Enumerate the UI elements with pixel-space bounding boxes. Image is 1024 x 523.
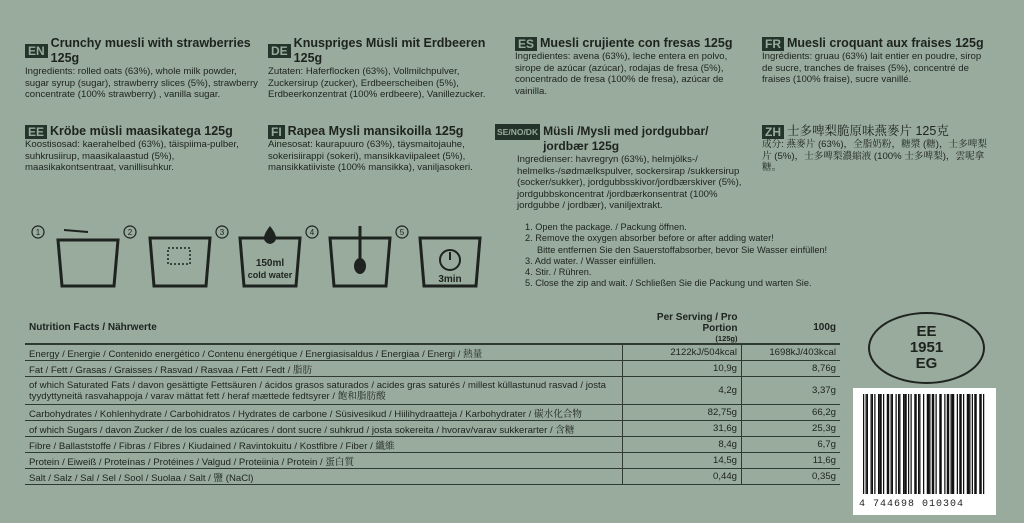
lang-ingredients: Ingrédients: gruau (63%) lait entier en poudre, sirop de sucre, tranches de fraises (5%), concentré de fraises (100% fraise), sucre vanillé. <box>762 51 982 86</box>
lang-badge: FR <box>762 37 784 51</box>
lang-ingredients: Koostisosad: kaerahelbed (63%), täispiima-pulber, suhkrusiirup, maasikalaastud (5%), maasikakontsentraat, vanillisuhkur. <box>25 139 239 174</box>
step-number: 3 <box>219 228 225 237</box>
lang-title: Rapea Mysli mansikoilla 125g <box>287 124 464 138</box>
stamp-suffix: EG <box>915 355 938 372</box>
per-100g-header: 100g <box>742 312 841 344</box>
lang-title: Muesli crujiente con fresas 125g <box>540 36 733 50</box>
preparation-steps <box>30 218 510 298</box>
health-mark-stamp <box>868 312 985 384</box>
lang-badge: EE <box>25 125 47 139</box>
lang-ingredients: Ainesosat: kaurapuuro (63%), täysmaitojauhe, sokerisiirappi (sokeri), mansikkaviipaleet (5%), mansikkatiiviste (100% mansikka), vaniljasokeri. <box>268 139 473 174</box>
barcode-number: 4 744698 010304 <box>859 499 965 510</box>
nutrition-row: of which Sugars / davon Zucker / de los cuales azúcares / dont sucre / suhkrud / josta sokereita / hvorav/varav sukkerarter / 含糖 31,6g 25,3g <box>25 421 840 437</box>
water-amount: 150ml <box>255 258 285 269</box>
lang-ingredients: Ingredienser: havregryn (63%), helmjölks-/ helmelks-/sødmælkspulver, sockersirap /sukkersirup (socker/sukker), jordgubbsskivor/jordbærskiver (5%), jordgubbskoncentrat /jordbærkonsentrat (100% jordgubbe / jordbær), vaniljextrakt. <box>517 154 742 212</box>
nutrition-row: Salt / Salz / Sal / Sel / Sool / Suolaa / Salt / 鹽 (NaCl) 0,44g 0,35g <box>25 469 840 485</box>
lang-ingredients: Zutaten: Haferflocken (63%), Vollmilchpulver, Zuckersirup (zucker), Erdbeerscheiben (5%), Erdbeerkonzentrat (100% erdbeere), Vanillezucker. <box>268 66 486 101</box>
lang-badge: EN <box>25 44 48 58</box>
step-number: 5 <box>399 228 405 237</box>
barcode <box>853 388 996 515</box>
lang-block-zh <box>762 124 987 174</box>
lang-title: 士多啤梨脆原味燕麥片 125克 <box>787 124 949 138</box>
lang-title: Müsli /Mysli med jordgubbar/ jordbær 125g <box>543 124 709 153</box>
lang-badge: ZH <box>762 125 784 139</box>
instruction-line: Bitte entfernen Sie den Sauerstoffabsorber, bevor Sie Wasser einfüllen! <box>537 244 828 255</box>
nutrition-row: Fat / Fett / Grasas / Graisses / Rasvad / Rasvaa / Fett / Fedt / 脂肪 10,9g 8,76g <box>25 361 840 377</box>
lang-title: Muesli croquant aux fraises 125g <box>787 36 984 50</box>
lang-block-de <box>268 36 503 101</box>
instruction-line: 5. Close the zip and wait. / Schließen Sie die Packung und warten Sie. <box>525 278 812 289</box>
instructions <box>525 222 845 290</box>
stamp-country: EE <box>916 323 937 340</box>
step-number: 1 <box>35 228 41 237</box>
instruction-line: 3. Add water. / Wasser einfüllen. <box>525 255 656 266</box>
lang-badge: FI <box>268 125 285 139</box>
lang-title: Knuspriges Müsli mit Erdbeeren 125g <box>293 36 486 65</box>
nutrition-row: Fibre / Ballaststoffe / Fibras / Fibres / Kiudained / Ravintokuitu / Kostfibre / Fiber / 纖維 8,4g 6,7g <box>25 437 840 453</box>
water-label: cold water <box>247 270 293 280</box>
stamp-number: 1951 <box>909 339 944 356</box>
wait-time: 3min <box>438 274 462 285</box>
step-number: 2 <box>127 228 133 237</box>
instruction-line: 4. Stir. / Rühren. <box>525 267 592 278</box>
steps-illustration <box>30 218 510 298</box>
lang-title: Kröbe müsli maasikatega 125g <box>50 124 233 138</box>
pouch-absorber-icon <box>150 238 210 286</box>
nutrition-row: of which Saturated Fats / davon gesättigte Fettsäuren / ácidos grasos saturados / acides gras saturés / millest küllastunud rasvad / josta tyydyttyneitä rasvahappoja / varav mättat fett / heraf mættede fedtsyrer / 飽和脂肪酸 4,2g 3,37g <box>25 377 840 405</box>
nutrition-row: Carbohydrates / Kohlenhydrate / Carbohidratos / Hydrates de carbone / Süsivesikud / Hiilihydraatteja / Karbohydrater / 碳水化合物 82,75g 66,2g <box>25 405 840 421</box>
lang-block-fi <box>268 124 503 174</box>
instruction-line: 1. Open the package. / Packung öffnen. <box>525 222 687 232</box>
nutrition-title: Nutrition Facts / Nährwerte <box>25 312 623 344</box>
instruction-line: 2. Remove the oxygen absorber before or after adding water! <box>525 233 774 244</box>
nutrition-header-row <box>25 312 840 344</box>
nutrition-table <box>25 312 840 485</box>
pouch-open-icon <box>58 240 118 286</box>
nutrition-row: Protein / Eiweiß / Proteínas / Protéines / Valgud / Proteiinia / Protein / 蛋白質 14,5g 11,6g <box>25 453 840 469</box>
lang-block-en <box>25 36 260 101</box>
lang-badge: SE/NO/DK <box>495 124 540 140</box>
lang-block-ee <box>25 124 250 174</box>
lang-block-fr <box>762 36 987 86</box>
lang-title: Crunchy muesli with strawberries 125g <box>50 36 251 65</box>
lang-ingredients: 成分: 燕麥片 (63%)，全脂奶粉，糖漿 (糖)，士多啤梨片 (5%)，士多啤梨濃縮液 (100% 士多啤梨)，雲呢拿糖。 <box>762 139 987 174</box>
lang-block-se-no-dk <box>495 124 745 212</box>
per-serving-header: Per Serving / Pro Portion (125g) <box>623 312 742 344</box>
lang-ingredients: Ingredients: rolled oats (63%), whole milk powder, sugar syrup (sugar), strawberry slices (5%), strawberry concentrate (100% strawberry) , vanilla sugar. <box>25 66 258 101</box>
lang-ingredients: Ingredientes: avena (63%), leche entera en polvo, sirope de azúcar (azúcar), rodajas de fresa (5%), concentrado de fresa (100% de fresa), azúcar de vainilla. <box>515 51 728 97</box>
nutrition-row: Energy / Energie / Contenido energético / Contenu énergétique / Energiasisaldus / Energiaa / Energi / 熱量 2122kJ/504kcal 1698kJ/403kcal <box>25 344 840 361</box>
lang-badge: DE <box>268 44 291 58</box>
step-number: 4 <box>309 228 315 237</box>
barcode-bars <box>861 394 989 496</box>
lang-badge: ES <box>515 37 537 51</box>
lang-block-es <box>515 36 740 97</box>
